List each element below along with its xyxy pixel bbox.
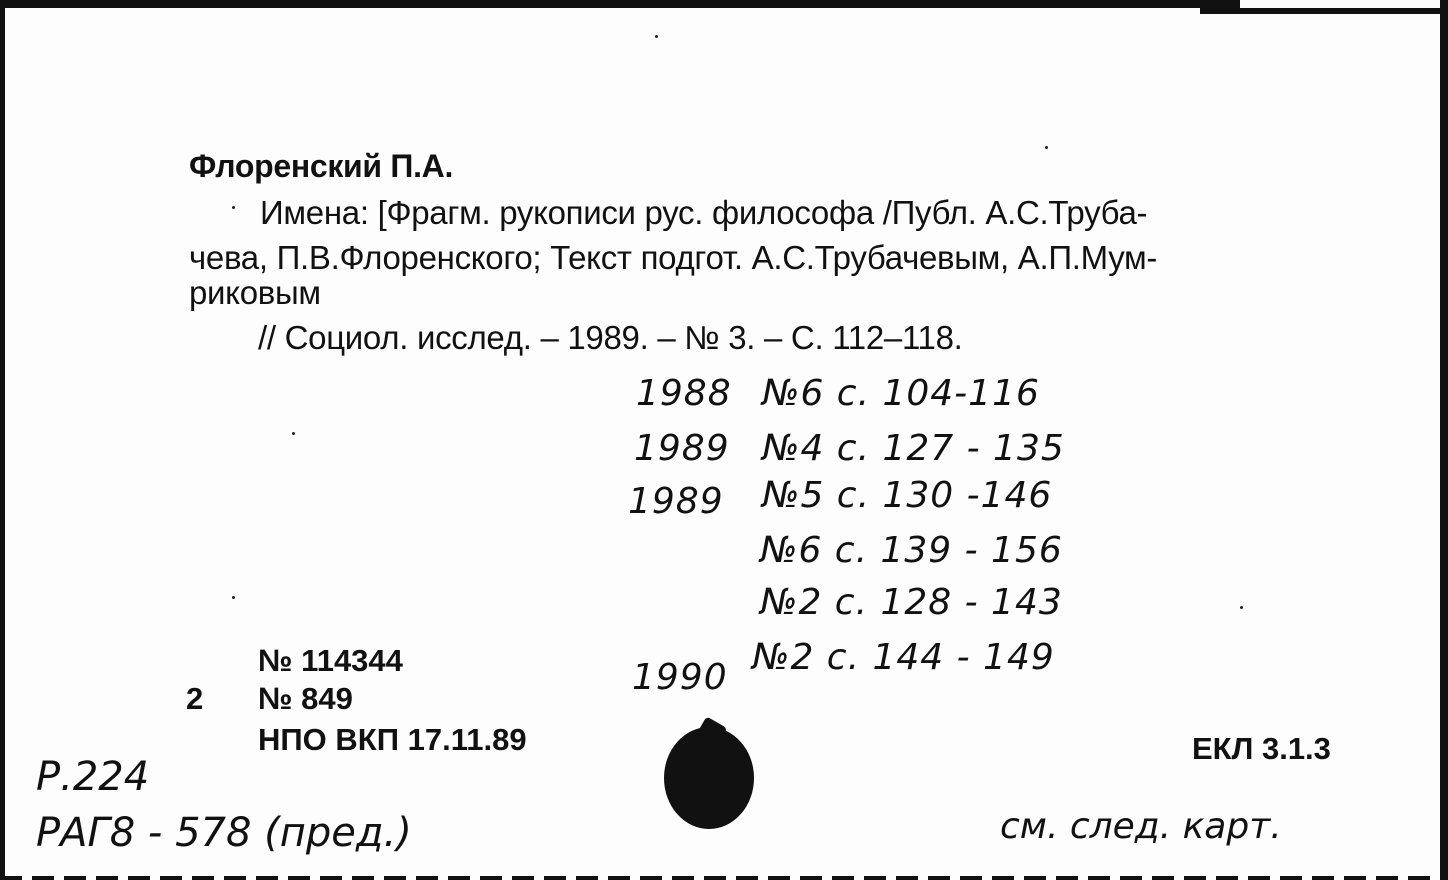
copies-count: 2	[186, 681, 204, 716]
speck	[232, 596, 235, 599]
inventory-number: № 114344	[258, 643, 403, 678]
ref-issue: №5 с. 130 -146	[762, 475, 1053, 516]
continued-note: см. след. карт.	[1000, 806, 1282, 847]
registration-stamp: НПО ВКП 17.11.89	[258, 722, 527, 757]
classification-code: ЕКЛ 3.1.3	[1192, 731, 1331, 766]
margin-note-code: РАГ8 - 578 (пред.)	[36, 810, 412, 856]
author-heading: Флоренский П.А.	[189, 148, 454, 184]
ref-year: 1988	[636, 373, 732, 414]
accession-number: № 849	[258, 681, 353, 716]
ref-issue: №6 с. 139 - 156	[760, 530, 1063, 571]
card-border-right	[1440, 0, 1448, 880]
ref-year: 1989	[634, 428, 730, 469]
ref-year: 1990	[632, 657, 728, 698]
entry-line-3: риковым	[189, 274, 321, 311]
ref-issue: №2 с. 128 - 143	[760, 582, 1063, 623]
entry-line-2: чева, П.В.Флоренского; Текст подгот. А.С.Трубачевым, А.П.Мум-	[189, 239, 1158, 276]
speck	[1045, 146, 1048, 149]
margin-note-shelf: Р.224	[36, 754, 150, 800]
ref-issue: №6 с. 104-116	[762, 373, 1040, 414]
card-border-left	[0, 0, 5, 880]
ref-issue: №2 с. 144 - 149	[752, 637, 1055, 678]
speck	[292, 432, 295, 435]
ref-year: 1989	[628, 481, 724, 522]
card-notch-inner	[1240, 0, 1440, 8]
card-border-bottom	[0, 876, 1448, 880]
speck	[232, 206, 235, 209]
speck	[655, 35, 658, 38]
entry-line-1: Имена: [Фрагм. рукописи рус. философа /Публ. А.С.Труба-	[260, 194, 1148, 231]
ref-issue: №4 с. 127 - 135	[762, 428, 1065, 469]
speck	[1240, 606, 1243, 609]
punch-hole	[664, 727, 754, 829]
entry-line-source: // Социол. исслед. – 1989. – № 3. – С. 112–118.	[258, 319, 963, 356]
